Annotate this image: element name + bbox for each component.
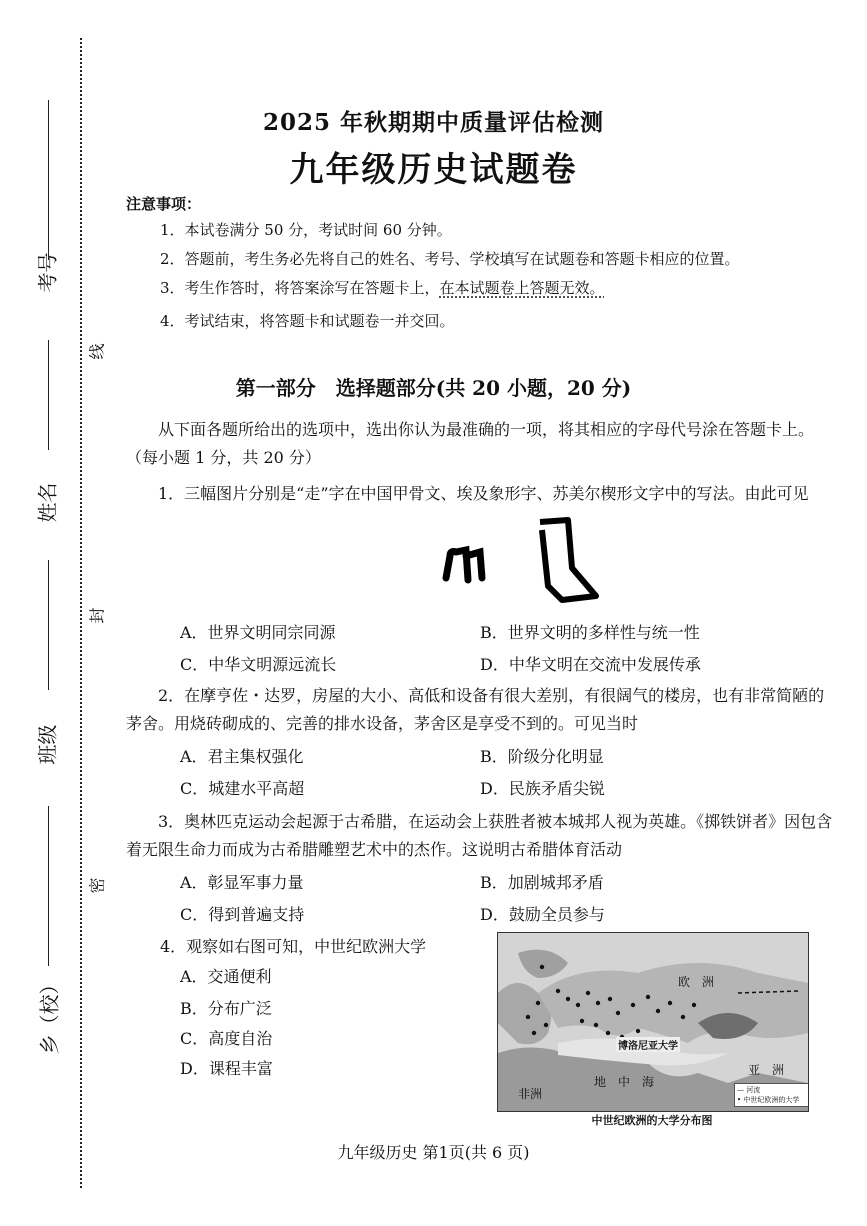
q1-option-c: C．中华文明源远流长 — [180, 655, 337, 674]
exam-title: 2025 年秋期期中质量评估检测 — [262, 109, 605, 136]
notice-item-2: 2．答题前，考生务必先将自己的姓名、考号、学校填写在试题卷和答题卡相应的位置。 — [160, 250, 740, 268]
q3-option-a: A．彰显军事力量 — [180, 873, 304, 892]
question-1-stem: 1．三幅图片分别是“走”字在中国甲骨文、埃及象形字、苏美尔楔形文字中的写法。由此可见 — [158, 484, 809, 503]
glyphs-illustration — [436, 516, 616, 608]
map-label-sea: 地 中 海 — [594, 1075, 655, 1089]
notice-heading: 注意事项： — [126, 195, 202, 213]
map-label-asia: 亚 洲 — [748, 1063, 785, 1077]
q3-option-b: B．加剧城邦矛盾 — [480, 873, 604, 892]
map-caption: 中世纪欧洲的大学分布图 — [591, 1114, 713, 1127]
name-label: 姓名 — [35, 482, 60, 523]
exam-no-label: 考号 — [35, 252, 60, 293]
q4-option-c: C．高度自治 — [180, 1029, 273, 1048]
q3-option-d: D．鼓励全员参与 — [480, 905, 605, 924]
q2-option-a: A．君主集权强化 — [180, 747, 304, 766]
q3-option-c: C．得到普遍支持 — [180, 905, 305, 924]
class-label: 班级 — [35, 724, 60, 765]
q1-option-a: A．世界文明同宗同源 — [180, 623, 336, 642]
page-footer: 九年级历史 第1页(共 6 页) — [337, 1143, 530, 1162]
q2-option-c: C．城建水平高超 — [180, 779, 305, 798]
class-rule — [48, 560, 49, 690]
seal-mi-char: 密 — [87, 877, 107, 894]
map-label-europe: 欧 洲 — [678, 975, 715, 989]
medieval-university-map — [497, 932, 809, 1112]
binding-dotted-line — [80, 38, 82, 1188]
q4-option-d: D．课程丰富 — [180, 1059, 273, 1078]
legend-river-label: 河流 — [746, 1086, 761, 1094]
egyptian-glyph — [540, 520, 596, 600]
q2-option-b: B．阶级分化明显 — [480, 747, 604, 766]
q4-option-a: A．交通便利 — [180, 967, 272, 986]
legend-university: • 中世纪欧洲的大学 — [737, 1096, 800, 1104]
part1-heading: 第一部分 选择题部分(共 20 小题，20 分) — [235, 376, 632, 400]
notice-item-3 — [160, 277, 605, 298]
notice-item-1: 1．本试卷满分 50 分，考试时间 60 分钟。 — [160, 221, 452, 239]
notice-item-3-emphasis: 在本试题卷上答题无效。 — [439, 279, 605, 297]
q2-option-d: D．民族矛盾尖锐 — [480, 779, 605, 798]
oracle-glyph — [446, 550, 482, 580]
map-label-bologna: 博洛尼亚大学 — [616, 1037, 680, 1052]
paper-title: 九年级历史试题卷 — [289, 150, 578, 190]
question-2-stem: 2．在摩亨佐・达罗，房屋的大小、高低和设备有很大差别，有很阔气的楼房，也有非常简陋的茅舍。用烧砖砌成的、完善的排水设备，茅舍区是享受不到的。可见当时 — [126, 686, 825, 733]
q1-option-b: B．世界文明的多样性与统一性 — [480, 623, 700, 642]
school-label: 乡（校） — [37, 974, 62, 1055]
map-label-africa: 非洲 — [518, 1087, 543, 1101]
map-legend — [734, 1083, 809, 1107]
school-rule — [48, 806, 49, 966]
seal-seal-char: 封 — [87, 607, 107, 624]
question-4-stem: 4．观察如右图可知，中世纪欧洲大学 — [160, 937, 427, 956]
question-3-stem: 3．奥林匹克运动会起源于古希腊，在运动会上获胜者被本城邦人视为英雄。《掷铁饼者》因包含着无限生命力而成为古希腊雕塑艺术中的杰作。这说明古希腊体育活动 — [126, 812, 833, 859]
legend-river: — 河流 — [737, 1086, 761, 1094]
notice-item-4: 4．考试结束，将答题卡和试题卷一并交回。 — [160, 312, 455, 330]
q1-option-d: D．中华文明在交流中发展传承 — [480, 655, 701, 674]
seal-line-char: 线 — [87, 343, 107, 360]
q4-option-b: B．分布广泛 — [180, 999, 272, 1018]
legend-university-label: 中世纪欧洲的大学 — [743, 1096, 800, 1104]
notice-item-3-text: 3．考生作答时，将答案涂写在答题卡上， — [160, 279, 440, 297]
part1-intro: 从下面各题所给出的选项中，选出你认为最准确的一项，将其相应的字母代号涂在答题卡上。（每小题 1 分，共 20 分） — [126, 420, 815, 467]
